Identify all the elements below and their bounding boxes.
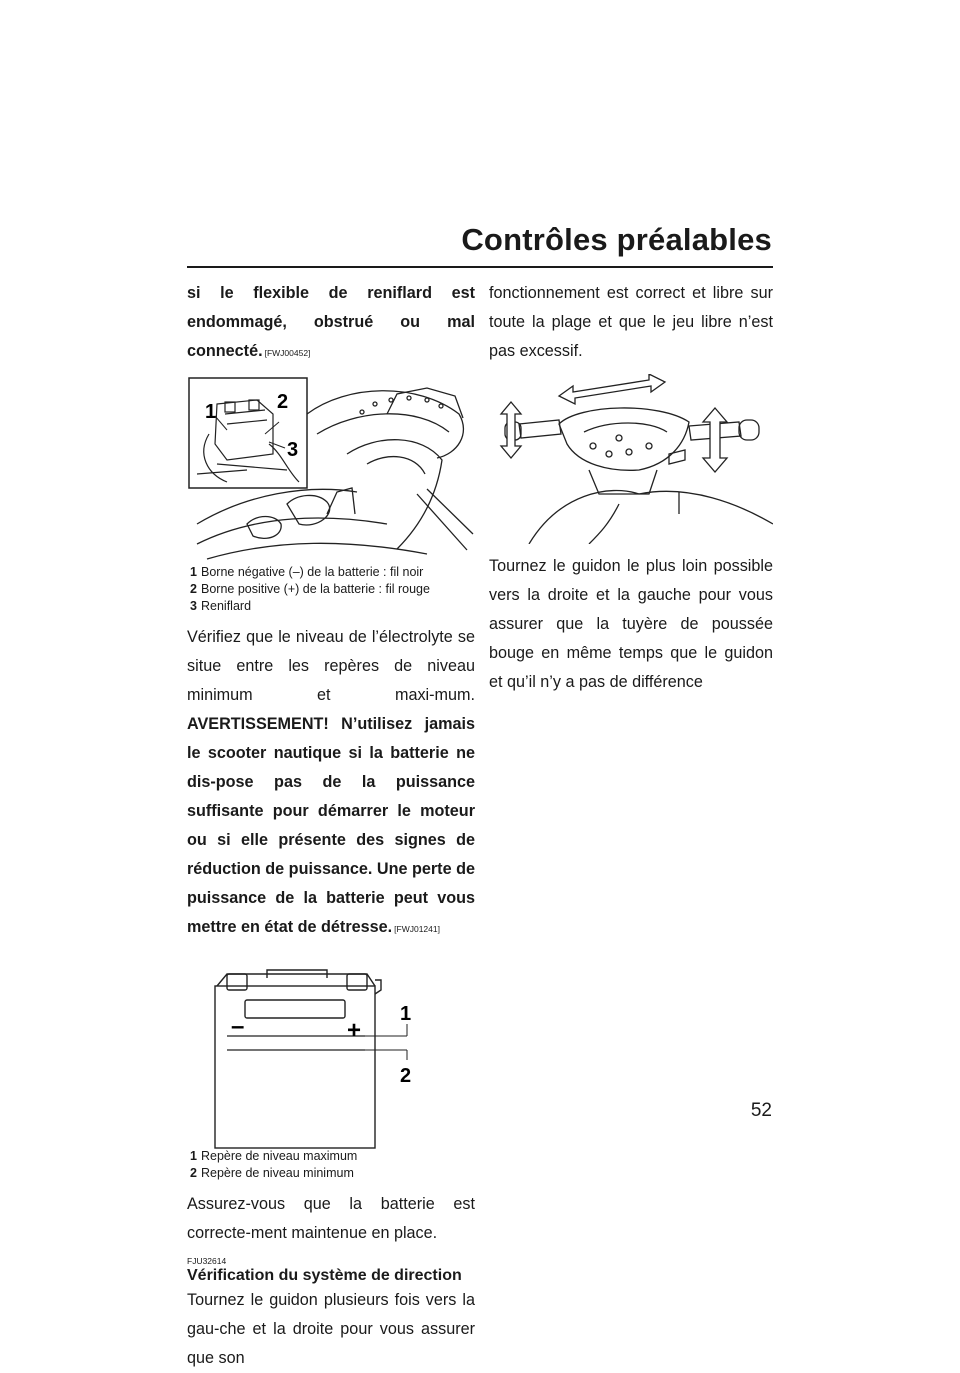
legend-item: 2 Borne positive (+) de la batterie : fil rouge [190,582,430,596]
fig1-callout-2: 2 [277,391,289,413]
figure-battery-location-legend [187,564,475,615]
fig1-callout-1: 1 [205,401,217,423]
plus-symbol: + [347,1017,362,1044]
minus-symbol: – [231,1013,245,1040]
header-rule [187,266,773,268]
right-column [489,279,773,697]
figure-battery-location [187,374,475,568]
steering-continuation: fonctionnement est correct et libre sur toute la plage et que le jeu libre n’est pas excessif. [489,284,773,360]
electrolyte-text: Vérifiez que le niveau de l’électrolyte se situe entre les repères de niveau minimum et maxi-mum. [187,628,475,704]
electrolyte-paragraph [187,623,475,944]
warning-ref: [FWJ00452] [264,348,311,358]
nozzle-paragraph: Tournez le guidon le plus loin possible vers la droite et la gauche pour vous assurer que la tuyère de poussée bouge en même temps que le guidon et qu’il n’y a pas de différence [489,557,773,691]
battery-warning: AVERTISSEMENT! N’utilisez jamais le scooter nautique si la batterie ne dis-pose pas de la puissance suffisante pour démarrer le moteur ou si elle présente des signes de réduction de puissance. Une perte de puissance de la batterie peut vous mettre en état de détresse. [187,715,475,936]
fig2-callout-1: 1 [400,1003,412,1025]
section-heading: Vérification du système de direction [187,1267,462,1284]
left-column [187,279,475,1373]
battery-levels-illustration [187,964,475,1152]
warning-continuation [187,279,475,368]
figure-battery-levels [187,964,475,1152]
section-code: FJU32614 [187,1256,227,1266]
page-number: 52 [750,1100,772,1121]
page-title: Contrôles préalables [461,222,772,257]
legend-item: 3 Reniflard [190,599,252,613]
legend-item: 1 Borne négative (–) de la batterie : fil noir [190,565,424,579]
legend-item: 2 Repère de niveau minimum [190,1166,354,1180]
handlebar-illustration [489,374,773,544]
figure-battery-levels-legend [187,1148,475,1182]
steering-paragraph: Tournez le guidon plusieurs fois vers la gau-che et la droite pour vous assurer que son [187,1291,475,1367]
battery-location-illustration [187,374,475,568]
warning-text: si le flexible de reniflard est endommagé, obstrué ou mal connecté. [187,284,475,360]
figure-handlebar [489,374,773,544]
legend-item: 1 Repère de niveau maximum [190,1149,358,1163]
battery-secured-paragraph: Assurez-vous que la batterie est correcte-ment maintenue en place. [187,1195,475,1242]
battery-warning-ref: [FWJ01241] [394,924,440,934]
fig2-callout-2: 2 [400,1065,412,1087]
fig1-callout-3: 3 [287,439,299,461]
